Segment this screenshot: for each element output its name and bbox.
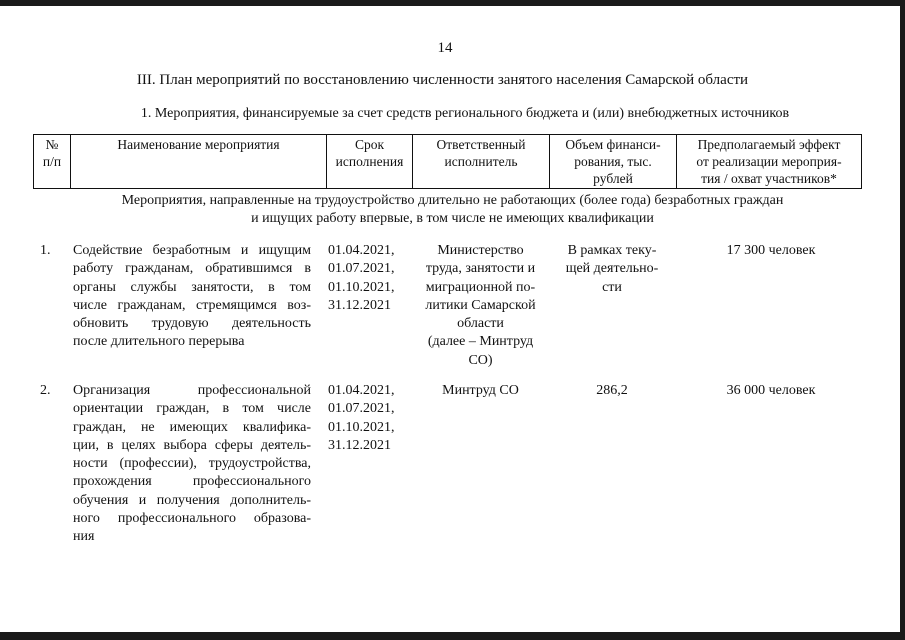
section-title: III. План мероприятий по восстановлению численности занятого населения Самарской области: [136, 72, 749, 88]
table-header: [33, 134, 862, 189]
group-heading-line: Мероприятия, направленные на трудоустройство длительно не работающих (более года) безработных граждан: [121, 193, 784, 208]
row-name: [73, 242, 311, 352]
row-name-line: органы службы занятости, в том: [73, 279, 311, 295]
row-date: 01.04.2021,: [328, 383, 395, 398]
group-heading-line: и ищущих работу впервые, в том числе не имеющих квалификации: [251, 211, 654, 226]
row-name-line: работу гражданам, обратившимся в: [73, 261, 311, 277]
row-responsible-line: Министерство: [437, 243, 524, 258]
header-funding: [550, 135, 677, 189]
scan-border-bottom: [0, 632, 905, 640]
row-effect: 36 000 человек: [726, 383, 816, 398]
row-name-line: Организация профессиональной: [73, 383, 311, 398]
header-num: [34, 135, 71, 189]
row-date: 31.12.2021: [328, 437, 391, 453]
row-name: [73, 382, 311, 547]
row-funding-line: сти: [602, 279, 622, 295]
row-name-line: Содействие безработным и ищущим: [73, 243, 311, 258]
group-heading: [40, 192, 865, 228]
row-name-line: после длительного перерыва: [73, 334, 245, 350]
row-date: 01.07.2021,: [328, 261, 395, 277]
header-period: [327, 135, 413, 189]
row-funding-line: 286,2: [596, 383, 628, 398]
header-effect-line: тия / охват участников*: [701, 171, 837, 186]
header-num-line: №: [45, 137, 59, 152]
header-funding-line: Объем финанси-: [565, 137, 661, 152]
row-responsible-line: труда, занятости и: [425, 261, 536, 277]
row-funding: [548, 242, 676, 297]
row-date: 01.07.2021,: [328, 401, 395, 417]
row-name-line: граждан, не имеющих квалифика-: [73, 419, 311, 435]
row-dates: [328, 382, 410, 455]
row-date: 01.04.2021,: [328, 243, 395, 258]
row-name-line: обучения и получения дополнитель-: [73, 492, 311, 508]
row-dates: [328, 242, 410, 315]
row-effect: 17 300 человек: [726, 243, 816, 258]
row-name-line: ности (профессии), трудоустройства,: [73, 456, 311, 472]
header-period-line: исполнения: [335, 154, 404, 169]
row-funding-line: щей деятельно-: [565, 261, 659, 277]
row-number: 2.: [40, 383, 51, 398]
row-date: 01.10.2021,: [328, 419, 395, 435]
row-responsible-line: (далее – Минтруд: [427, 334, 534, 350]
header-name-line: Наименование мероприятия: [117, 137, 280, 152]
row-number: 1.: [40, 243, 51, 258]
header-period-line: Срок: [354, 137, 385, 152]
header-num-line: п/п: [42, 154, 62, 169]
header-funding-line: рования, тыс.: [574, 154, 652, 169]
subsection-title: 1. Мероприятия, финансируемые за счет средств регионального бюджета и (или) внебюджетных источников: [140, 106, 790, 121]
scan-border-right: [900, 0, 905, 640]
header-responsible: [413, 135, 550, 189]
header-responsible-line: исполнитель: [444, 154, 518, 169]
row-responsible: [414, 242, 547, 370]
row-responsible-line: миграционной по-: [425, 279, 536, 295]
row-name-line: обновить трудовую деятельность: [73, 316, 311, 332]
row-responsible-line: Минтруд СО: [442, 383, 519, 398]
scan-border-top: [0, 0, 905, 6]
row-name-line: ции, в целях выбора сферы деятель-: [73, 437, 311, 453]
header-effect-line: от реализации мероприя-: [696, 154, 842, 169]
header-effect: [677, 135, 862, 189]
row-responsible: [414, 382, 547, 400]
row-date: 31.12.2021: [328, 297, 391, 313]
row-date: 01.10.2021,: [328, 279, 395, 295]
row-responsible-line: СО): [468, 352, 493, 368]
row-funding: [548, 382, 676, 400]
row-name-line: ориентации граждан, в том числе: [73, 401, 311, 417]
page-number: 14: [437, 40, 453, 56]
row-name-line: числе гражданам, стремящимся воз-: [73, 297, 311, 313]
header-effect-line: Предполагаемый эффект: [697, 137, 841, 152]
row-funding-line: В рамках теку-: [567, 243, 657, 258]
row-responsible-line: области: [457, 316, 504, 332]
row-responsible-line: литики Самарской: [425, 297, 536, 313]
row-name-line: ного профессионального образова-: [73, 511, 311, 527]
row-name-line: ния: [73, 529, 95, 545]
header-name: [71, 135, 327, 189]
header-funding-line: рублей: [593, 171, 633, 186]
header-responsible-line: Ответственный: [436, 137, 526, 152]
row-name-line: прохождения профессионального: [73, 474, 311, 490]
